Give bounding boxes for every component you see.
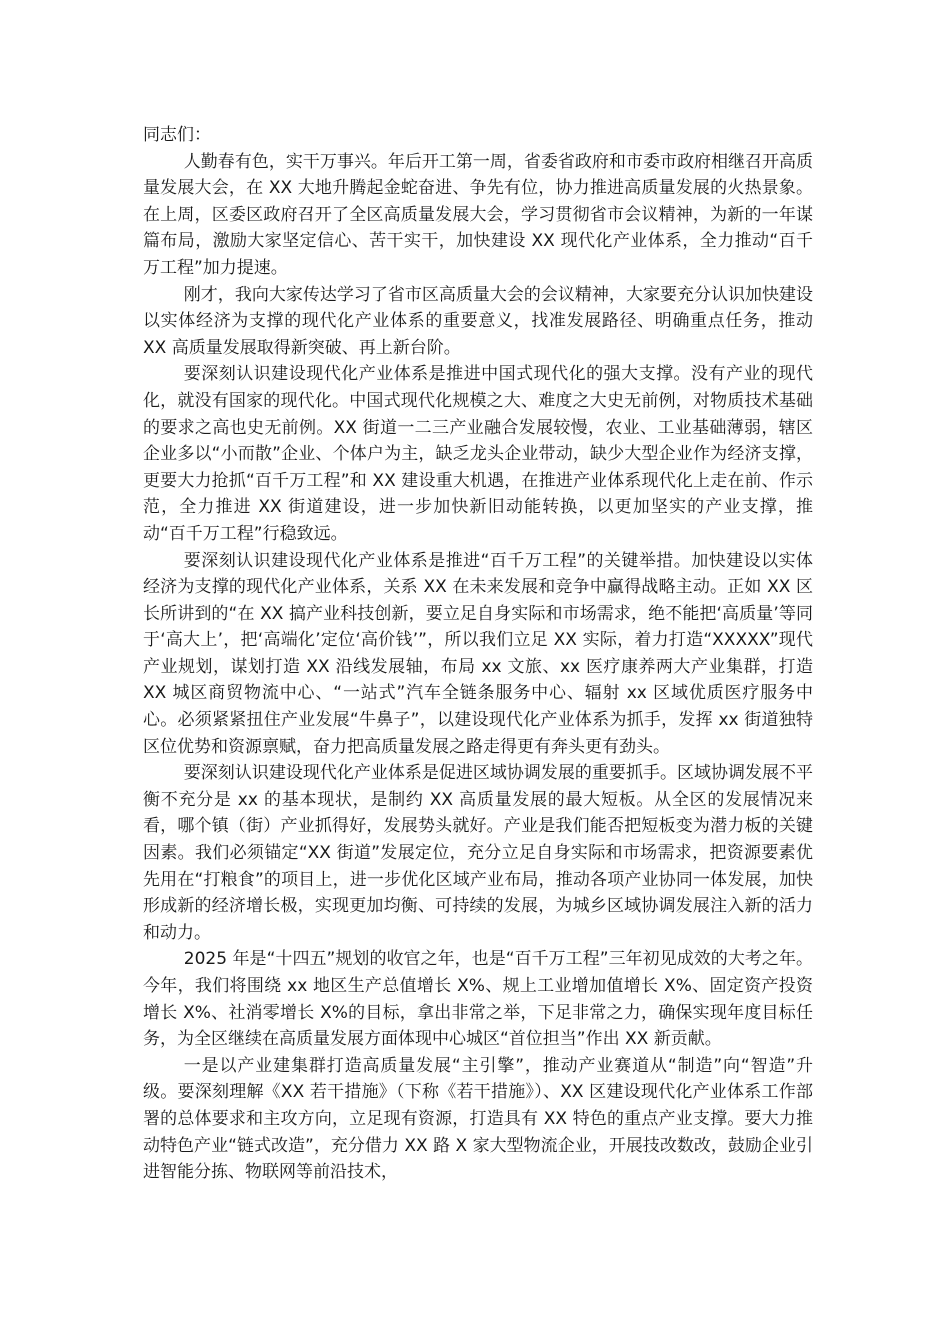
paragraph-industry-cluster: 一是以产业建集群打造高质量发展“主引擎”，推动产业赛道从“制造”向“智造”升级。要深刻理解《XX 若干措施》（下称《若干措施》）、XX 区建设现代化产业体系工作部署的总体要求和主攻方向，立足现有资源，打造具有 XX 特色的重点产业支撑。要大力推动特色产业“链式改造”，充分借力 XX 路 X 家大型物流企业，开展技改数改，鼓励企业引进智能分拣、物联网等前沿技术， — [143, 1055, 813, 1183]
document-body — [143, 122, 813, 1186]
paragraph-meeting-spirit: 刚才，我向大家传达学习了省市区高质量大会的会议精神，大家要充分认识加快建设以实体经济为支撑的现代化产业体系的重要意义，找准发展路径、明确重点任务，推动 XX 高质量发展取得新突破、再上新台阶。 — [143, 284, 813, 358]
paragraph-key-measures: 要深刻认识建设现代化产业体系是推进“百千万工程”的关键举措。加快建设以实体经济为支撑的现代化产业体系，关系 XX 在未来发展和竞争中赢得战略主动。正如 XX 区长所讲到的“在 XX 搞产业科技创新，要立足自身实际和市场需求，绝不能把‘高质量’等同于‘高大上’，把‘高端化’定位‘高价钱’”，所以我们立足 XX 实际，着力打造“XXXXX”现代产业规划，谋划打造 XX 沿线发展轴，布局 xx 文旅、xx 医疗康养两大产业集群，打造 XX 城区商贸物流中心、“一站式”汽车全链条服务中心、辐射 xx 区域优质医疗服务中心。必须紧紧扭住产业发展“牛鼻子”，以建设现代化产业体系为抓手，发挥 xx 街道独特区位优势和资源禀赋，奋力把高质量发展之路走得更有奔头更有劲头。 — [143, 550, 813, 757]
paragraph-annual-goals: 2025 年是“十四五”规划的收官之年，也是“百千万工程”三年初见成效的大考之年。今年，我们将围绕 xx 地区生产总值增长 X%、规上工业增加值增长 X%、固定资产投资增长 X%、社消零增长 X%的目标，拿出非常之举，下足非常之力，确保实现年度目标任务，为全区继续在高质量发展方面体现中心城区“首位担当”作出 XX 新贡献。 — [143, 949, 813, 1050]
paragraph-regional-coordination: 要深刻认识建设现代化产业体系是促进区域协调发展的重要抓手。区域协调发展不平衡不充分是 xx 的基本现状，是制约 XX 高质量发展的最大短板。从全区的发展情况来看，哪个镇（街）产业抓得好，发展势头就好。产业是我们能否把短板变为潜力板的关键因素。我们必须锚定“XX 街道”发展定位，充分立足自身实际和市场需求，把资源要素优先用在“打粮食”的项目上，进一步优化区域产业布局，推动各项产业协同一体发展，加快形成新的经济增长极，实现更加均衡、可持续的发展，为城乡区域协调发展注入新的活力和动力。 — [143, 763, 813, 943]
salutation: 同志们： — [143, 125, 211, 145]
paragraph-modernization-support: 要深刻认识建设现代化产业体系是推进中国式现代化的强大支撑。没有产业的现代化，就没有国家的现代化。中国式现代化规模之大、难度之大史无前例，对物质技术基础的要求之高也史无前例。XX 街道一二三产业融合发展较慢，农业、工业基础薄弱，辖区企业多以“小而散”企业、个体户为主，缺乏龙头企业带动，缺少大型企业作为经济支撑，更要大力抢抓“百千万工程”和 XX 建设重大机遇，在推进产业体系现代化上走在前、作示范，全力推进 XX 街道建设，进一步加快新旧动能转换，以更加坚实的产业支撑，推动“百千万工程”行稳致远。 — [143, 364, 813, 544]
paragraph-opening: 人勤春有色，实干万事兴。年后开工第一周，省委省政府和市委市政府相继召开高质量发展大会，在 XX 大地升腾起金蛇奋进、争先有位，协力推进高质量发展的火热景象。在上周，区委区政府召开了全区高质量发展大会，学习贯彻省市会议精神，为新的一年谋篇布局，激励大家坚定信心、苦干实干，加快建设 XX 现代化产业体系，全力推动“百千万工程”加力提速。 — [143, 151, 813, 278]
